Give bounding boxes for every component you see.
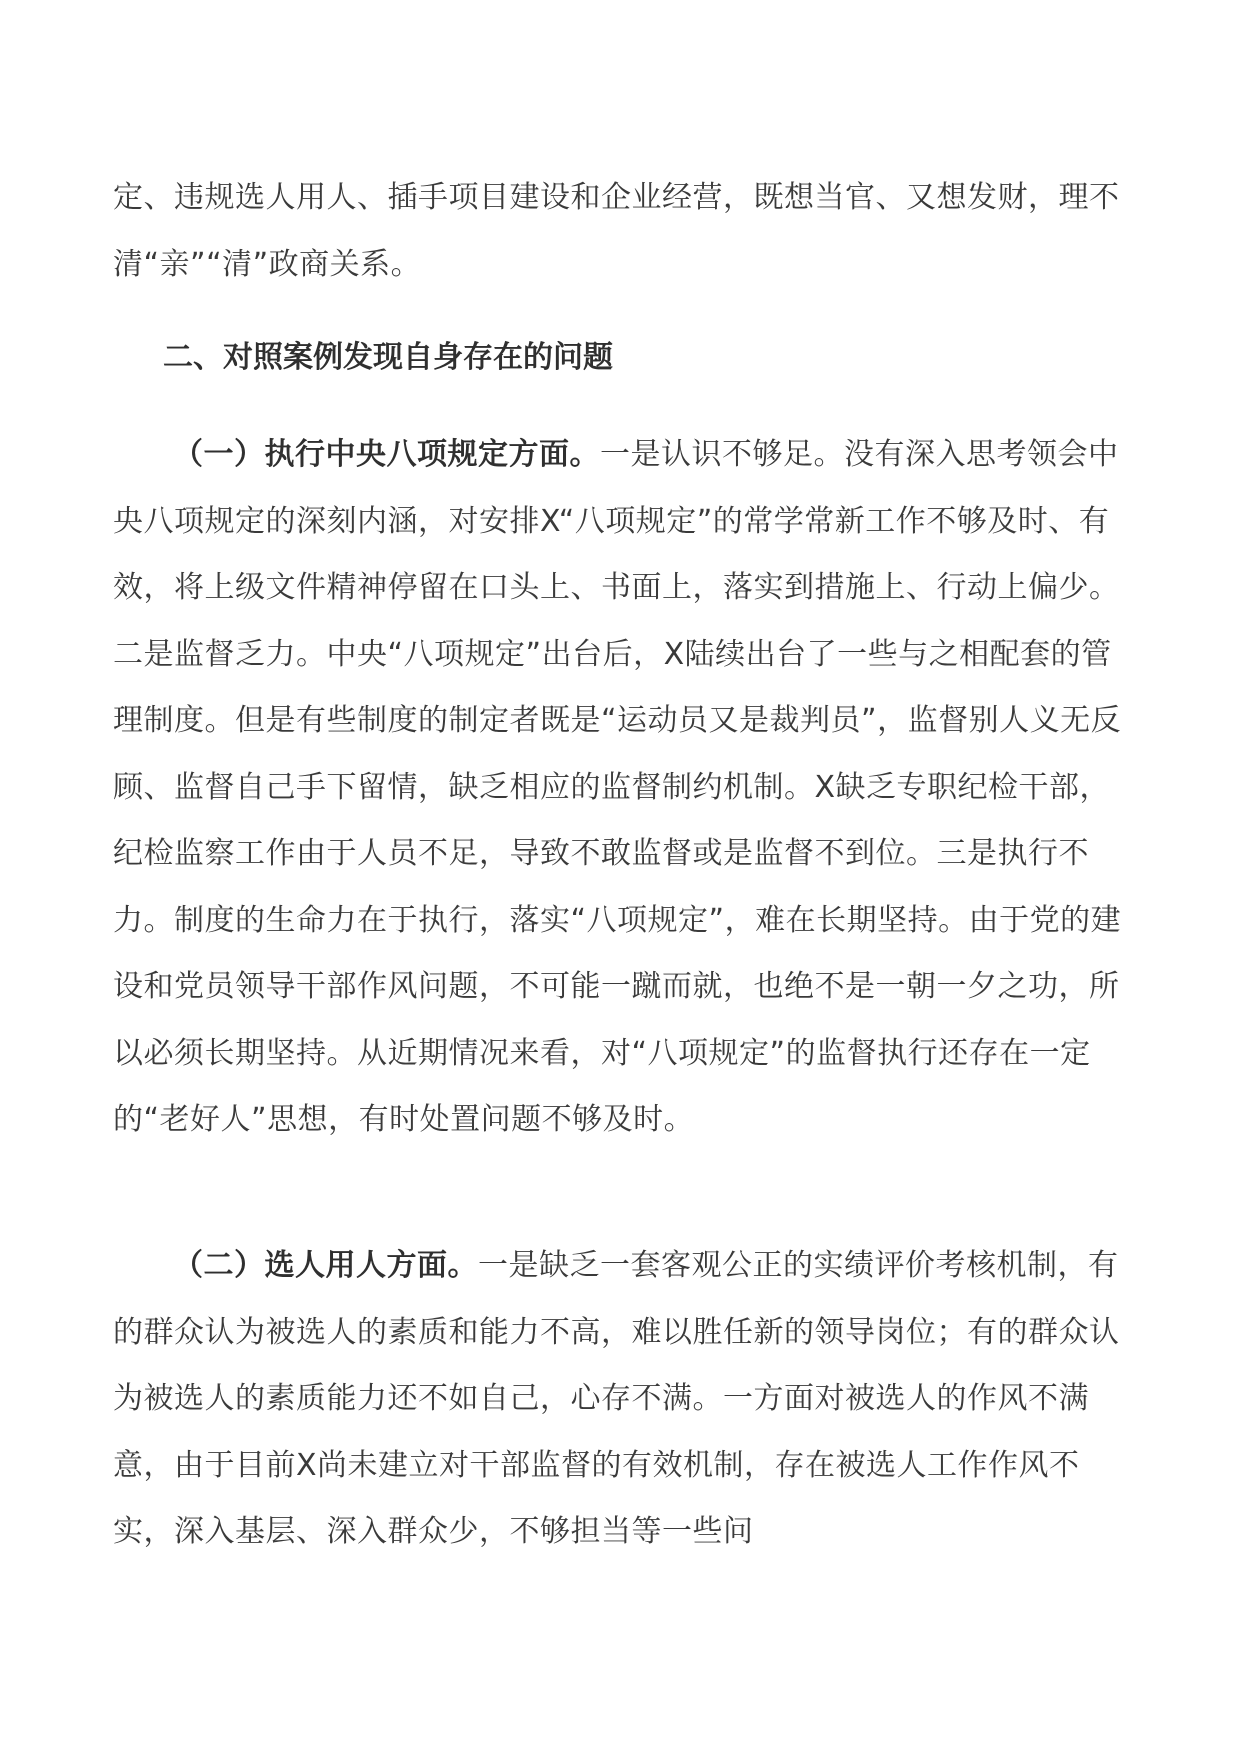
continuation-paragraph: 定、违规选人用人、插手项目建设和企业经营，既想当官、又想发财，理不清“亲”“清”政商关系。 — [113, 180, 1120, 282]
subsection-body: 一是认识不够足。没有深入思考领会中央八项规定的深刻内涵，对安排X“八项规定”的常学常新工作不够及时、有效，将上级文件精神停留在口头上、书面上，落实到措施上、行动上偏少。二是监督乏力。中央“八项规定”出台后，X陆续出台了一些与之相配套的管理制度。但是有些制度的制定者既是“运动员又是裁判员”，监督别人义无反顾、监督自己手下留情，缺乏相应的监督制约机制。X缺乏专职纪检干部，纪检监察工作由于人员不足，导致不敢监督或是监督不到位。三是执行不力。制度的生命力在于执行，落实“八项规定”，难在长期坚持。由于党的建设和党员领导干部作风问题，不可能一蹴而就，也绝不是一朝一夕之功，所以必须长期坚持。从近期情况来看，对“八项规定”的监督执行还存在一定的“老好人”思想，有时处置问题不够及时。 — [113, 437, 1122, 1137]
subsection-paragraph — [113, 422, 1127, 1154]
subsection-paragraph — [113, 1233, 1127, 1566]
section-heading: 二、对照案例发现自身存在的问题 — [163, 340, 613, 375]
subsection-lead: （一）执行中央八项规定方面。 — [173, 437, 600, 472]
subsection-body: 一是缺乏一套客观公正的实绩评价考核机制，有的群众认为被选人的素质和能力不高，难以胜任新的领导岗位；有的群众认为被选人的素质能力还不如自己，心存不满。一方面对被选人的作风不满意，由于目前X尚未建立对干部监督的有效机制，存在被选人工作作风不实，深入基层、深入群众少，不够担当等一些问 — [113, 1248, 1120, 1549]
subsection-lead: （二）选人用人方面。 — [173, 1248, 478, 1283]
